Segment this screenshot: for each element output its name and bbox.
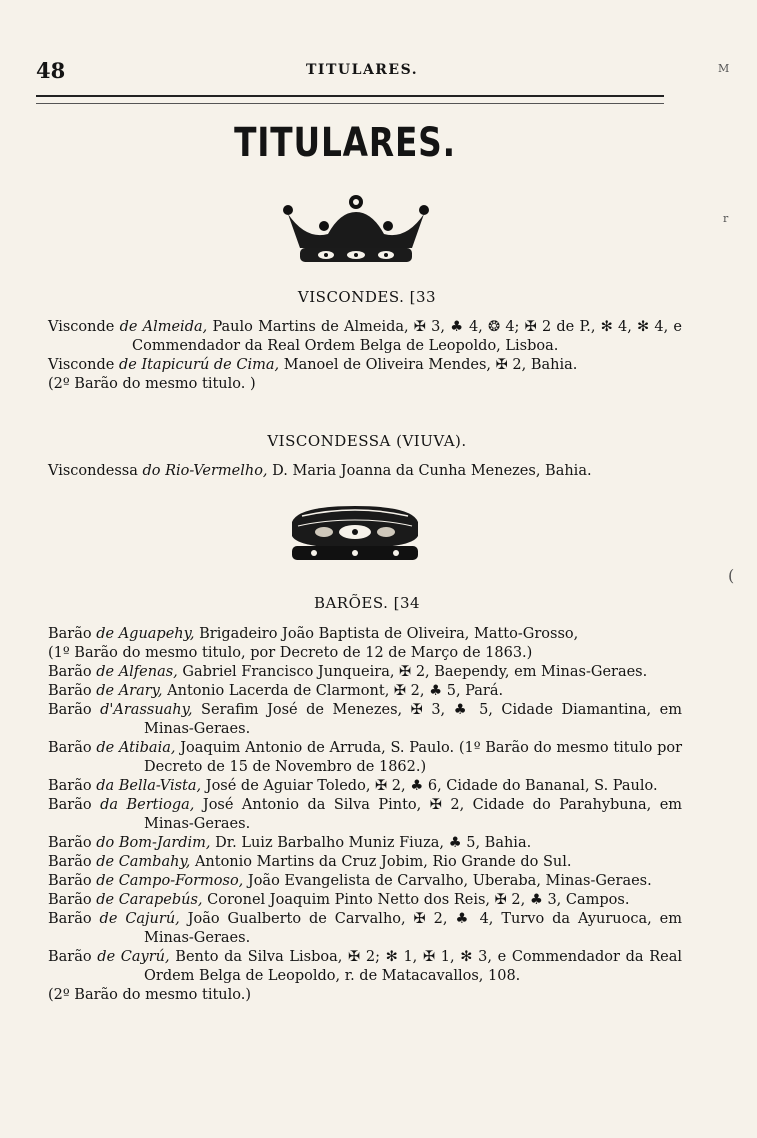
entry-text: Paulo Martins de Almeida, ✠ 3, ♣ 4, ❂ 4; ✠ 2 de P., ✻ 4, ✻ 4, e Commendador da Real Ordem Belga de Leopoldo, Lisboa.: [132, 319, 683, 354]
viscondes-list: [48, 318, 682, 394]
baron-crown-icon: [284, 502, 426, 564]
running-title: TITULARES.: [306, 62, 419, 78]
list-item: [48, 910, 682, 948]
list-item: [48, 834, 682, 853]
entry-title: do Bom-Jardim,: [96, 835, 211, 851]
entry-label: Barão: [48, 683, 92, 699]
list-item: [48, 739, 682, 777]
entry-label: Barão: [48, 797, 92, 813]
entry-note: (2º Barão do mesmo titulo. ): [48, 376, 256, 392]
section-heading-viscondes: VISCONDES. [33: [297, 288, 437, 306]
margin-mark: M: [718, 62, 730, 75]
list-item: [48, 682, 682, 701]
viscondessa-list: [48, 462, 682, 481]
entry-title: de Campo-Formoso,: [96, 873, 244, 889]
margin-mark-r: r: [723, 212, 729, 225]
section-heading-viscondessa: VISCONDESSA (VIUVA).: [267, 432, 467, 450]
entry-title: d'Arassuahy,: [100, 702, 193, 718]
header-rule: [36, 95, 664, 104]
list-item: [48, 948, 682, 1005]
entry-label: Barão: [48, 740, 92, 756]
list-item: [48, 356, 682, 394]
entry-label: Visconde: [48, 319, 115, 335]
entry-title: de Itapicurú de Cima,: [118, 357, 280, 373]
entry-text: Gabriel Francisco Junqueira, ✠ 2, Baependy, em Minas-Geraes.: [182, 664, 648, 680]
entry-title: de Arary,: [96, 683, 163, 699]
running-header: [36, 58, 667, 82]
entry-label: Barão: [48, 664, 92, 680]
entry-note: (1º Barão do mesmo titulo, por Decreto de 12 de Março de 1863.): [48, 645, 533, 661]
entry-title: de Alfenas,: [96, 664, 178, 680]
entry-title: da Bertioga,: [100, 797, 195, 813]
list-item: [48, 777, 682, 796]
entry-label: Barão: [48, 626, 92, 642]
entry-label: Barão: [48, 854, 92, 870]
entry-text: Brigadeiro João Baptista de Oliveira, Matto-Grosso,: [199, 626, 579, 642]
list-item: [48, 853, 682, 872]
entry-title: de Aguapehy,: [96, 626, 195, 642]
section-heading-baroes: BARÕES. [34: [313, 594, 421, 612]
entry-title: da Bella-Vista,: [96, 778, 202, 794]
page-title: TITULARES.: [234, 120, 456, 166]
entry-label: Barão: [48, 702, 92, 718]
viscount-crown-icon: [276, 194, 436, 270]
entry-label: Viscondessa: [48, 463, 138, 479]
list-item: [48, 625, 682, 663]
entry-label: Barão: [48, 892, 92, 908]
baroes-list: [48, 625, 682, 1005]
entry-label: Barão: [48, 949, 92, 965]
list-item: [48, 318, 682, 356]
entry-text: Manoel de Oliveira Mendes, ✠ 2, Bahia.: [283, 357, 578, 373]
margin-mark-paren: (: [728, 566, 735, 585]
entry-label: Barão: [48, 911, 92, 927]
entry-label: Barão: [48, 835, 92, 851]
entry-text: D. Maria Joanna da Cunha Menezes, Bahia.: [272, 463, 592, 479]
entry-label: Barão: [48, 778, 92, 794]
entry-title: de Almeida,: [119, 319, 208, 335]
list-item: [48, 462, 682, 481]
entry-title: de Atibaia,: [96, 740, 176, 756]
entry-text: Dr. Luiz Barbalho Muniz Fiuza, ♣ 5, Bahia.: [215, 835, 532, 851]
entry-note: (2º Barão do mesmo titulo.): [48, 987, 252, 1003]
entry-text: Antonio Martins da Cruz Jobim, Rio Grande do Sul.: [194, 854, 572, 870]
list-item: [48, 701, 682, 739]
entry-label: Visconde: [48, 357, 115, 373]
entry-text: Serafim José de Menezes, ✠ 3, ♣ 5, Cidade Diamantina, em Minas-Geraes.: [144, 702, 682, 737]
entry-title: de Cambahy,: [96, 854, 191, 870]
entry-text: José de Aguiar Toledo, ✠ 2, ♣ 6, Cidade do Bananal, S. Paulo.: [205, 778, 658, 794]
entry-text: João Gualberto de Carvalho, ✠ 2, ♣ 4, Turvo da Ayuruoca, em Minas-Geraes.: [144, 911, 682, 946]
entry-title: de Carapebús,: [96, 892, 203, 908]
entry-title: do Rio-Vermelho,: [142, 463, 268, 479]
entry-text: José Antonio da Silva Pinto, ✠ 2, Cidade do Parahybuna, em Minas-Geraes.: [144, 797, 683, 832]
list-item: [48, 891, 682, 910]
entry-text: João Evangelista de Carvalho, Uberaba, Minas-Geraes.: [247, 873, 652, 889]
entry-text: Coronel Joaquim Pinto Netto dos Reis, ✠ 2, ♣ 3, Campos.: [207, 892, 630, 908]
list-item: [48, 872, 682, 891]
entry-label: Barão: [48, 873, 92, 889]
entry-title: de Cayrú,: [97, 949, 170, 965]
entry-text: Antonio Lacerda de Clarmont, ✠ 2, ♣ 5, Pará.: [167, 683, 504, 699]
page-number: 48: [36, 58, 66, 83]
entry-text: Bento da Silva Lisboa, ✠ 2; ✻ 1, ✠ 1, ✻ 3, e Commendador da Real Ordem Belga de Leopoldo, r. de Matacavallos, 108.: [144, 949, 682, 984]
list-item: [48, 796, 682, 834]
entry-title: de Cajurú,: [99, 911, 180, 927]
entry-text: Joaquim Antonio de Arruda, S. Paulo. (1º Barão do mesmo titulo por Decreto de 15 de Novembro de 1862.): [144, 740, 683, 775]
list-item: [48, 663, 682, 682]
